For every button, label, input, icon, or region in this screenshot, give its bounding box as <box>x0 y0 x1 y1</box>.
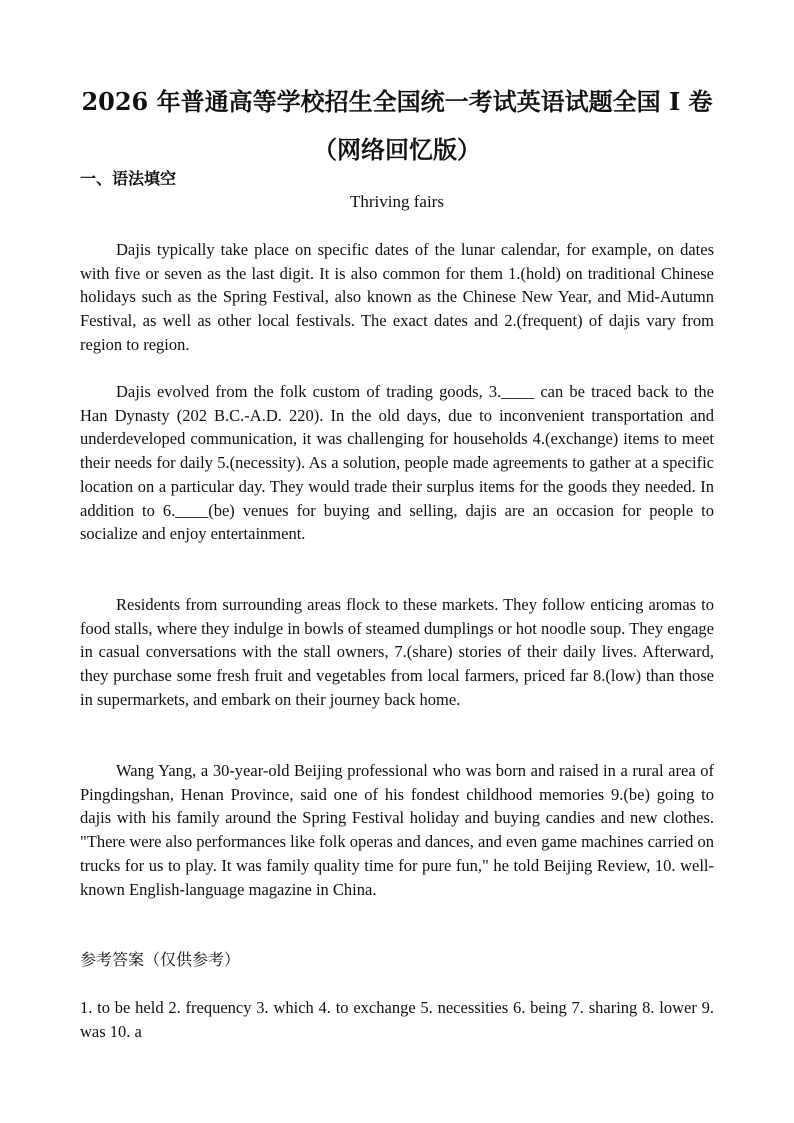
answer-key: 1. to be held 2. frequency 3. which 4. to exchange 5. necessities 6. being 7. sharing 8. lower 9. was 10. a <box>80 998 714 1041</box>
paragraph-4: Wang Yang, a 30-year-old Beijing professional who was born and raised in a rural area of Pingdingshan, Henan Province, said one of his fondest childhood memories 9.(be) going to dajis with his family around the Spring Festival holiday and buying candies and new clothes. "There were also performances like folk operas and dances, and even game machines carried on trucks for us to play. It was family quality time for pure fun," he told Beijing Review, 10. well-known English-language magazine in China. <box>80 761 714 899</box>
paragraph-3: Residents from surrounding areas flock to these markets. They follow enticing aromas to food stalls, where they indulge in bowls of steamed dumplings or hot noodle soup. They engage in casual conversations with the stall owners, 7.(share) stories of their daily lives. Afterward, they purchase some fresh fruit and vegetables from local farmers, priced far 8.(low) than those in supermarkets, and embark on their journey back home. <box>80 595 714 709</box>
exam-title <box>60 78 734 174</box>
exam-title-line-1: 2026 年普通高等学校招生全国统一考试英语试题全国 I 卷 <box>81 87 713 116</box>
exam-title-line-2: （网络回忆版） <box>313 135 481 164</box>
answer-heading: 参考答案（仅供参考） <box>80 950 241 969</box>
paragraph-1: Dajis typically take place on specific dates of the lunar calendar, for example, on dates with five or seven as the last digit. It is also common for them 1.(hold) on traditional Chinese holidays such as the Spring Festival, also known as the Chinese New Year, and Mid-Autumn Festival, as well as other local festivals. The exact dates and 2.(frequent) of dajis vary from region to region. <box>80 240 714 354</box>
section-heading: 一、语法填空 <box>80 169 177 188</box>
article-title: Thriving fairs <box>350 192 444 211</box>
paragraph-2: Dajis evolved from the folk custom of trading goods, 3.____ can be traced back to the Han Dynasty (202 B.C.-A.D. 220). In the old days, due to inconvenient transportation and underdeveloped communication, it was challenging for households 4.(exchange) items to meet their needs for daily 5.(necessity). As a solution, people made agreements to gather at a specific location on a particular day. They would trade their surplus items for the goods they needed. In addition to 6.____(be) venues for buying and selling, dajis are an occasion for people to socialize and enjoy entertainment. <box>80 382 714 544</box>
